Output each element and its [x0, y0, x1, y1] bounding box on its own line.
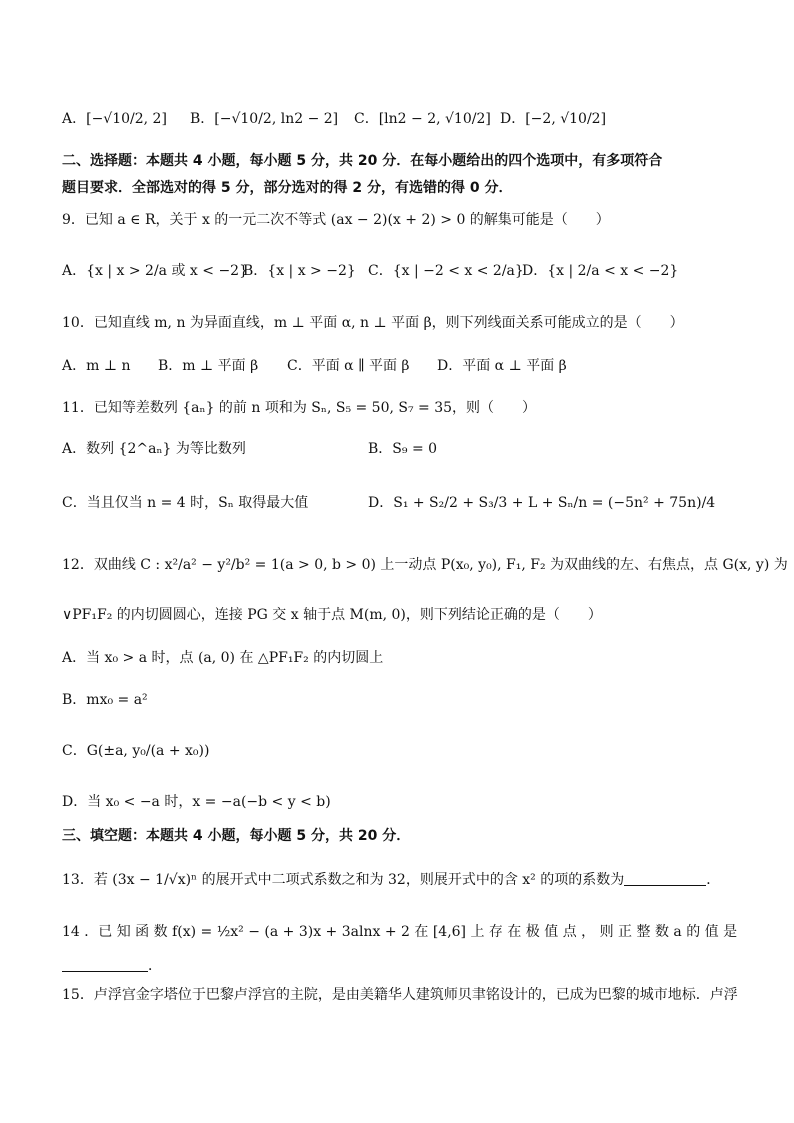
q10-option-a: A．m ⊥ n [62, 358, 131, 374]
q9-option-b: B．{x | x > −2} [243, 263, 356, 279]
section-2-heading-line1: 二、选择题：本题共 4 小题，每小题 5 分，共 20 分．在每小题给出的四个选项中，有多项符合 [62, 153, 663, 169]
q9-option-c: C．{x | −2 < x < 2/a} [368, 263, 524, 279]
q12-stem-line1: 12．双曲线 C : x²/a² − y²/b² = 1(a > 0, b > 0) 上一动点 P(x₀, y₀), F₁, F₂ 为双曲线的左、右焦点，点 G(x, y) 为 [62, 557, 788, 573]
q12-option-d: D．当 x₀ < −a 时，x = −a(−b < y < b) [62, 794, 331, 810]
q12-option-c: C．G(±a, y₀/(a + x₀)) [62, 743, 210, 759]
q13-answer-blank[interactable] [624, 871, 706, 886]
q11-option-b: B．S₉ = 0 [368, 441, 438, 457]
q14-answer-blank[interactable] [62, 957, 148, 972]
q10-option-d: D．平面 α ⊥ 平面 β [437, 358, 567, 374]
q14-stem: 14 ．已 知 函 数 f(x) = ½x² − (a + 3)x + 3alnx + 2 在 [4,6] 上 存 在 极 值 点 ， 则 正 整 数 a 的 值 是 [62, 924, 738, 940]
q8-option-a: A．[−√10/2, 2] [62, 111, 167, 127]
q9-option-a: A．{x | x > 2/a 或 x < −2} [62, 263, 248, 279]
q10-stem: 10．已知直线 m, n 为异面直线，m ⊥ 平面 α, n ⊥ 平面 β，则下列线面关系可能成立的是（ ） [62, 315, 684, 331]
q13-period: ． [706, 872, 721, 888]
q12-stem-line2: ∨PF₁F₂ 的内切圆圆心，连接 PG 交 x 轴于点 M(m, 0)，则下列结论正确的是（ ） [62, 607, 602, 623]
q12-option-a: A．当 x₀ > a 时，点 (a, 0) 在 △PF₁F₂ 的内切圆上 [62, 650, 384, 666]
section-3-heading: 三、填空题：本题共 4 小题，每小题 5 分，共 20 分． [62, 828, 411, 844]
q12-option-b: B．mx₀ = a² [62, 692, 148, 708]
q13-stem [62, 870, 734, 890]
section-2-heading-line2: 题目要求．全部选对的得 5 分，部分选对的得 2 分，有选错的得 0 分． [62, 180, 513, 196]
q13-text: 13．若 (3x − 1/√x)ⁿ 的展开式中二项式系数之和为 32，则展开式中的含 x² 的项的系数为 [62, 872, 625, 888]
q8-option-b: B．[−√10/2, ln2 − 2] [190, 111, 339, 127]
q11-option-c: C．当且仅当 n = 4 时，Sₙ 取得最大值 [62, 495, 309, 511]
q14-period: ． [148, 958, 162, 974]
q11-option-d: D．S₁ + S₂/2 + S₃/3 + L + Sₙ/n = (−5n² + 75n)/4 [368, 495, 716, 511]
q14-answer-line [62, 956, 734, 976]
q10-option-b: B．m ⊥ 平面 β [158, 358, 259, 374]
q9-stem: 9．已知 a ∈ R，关于 x 的一元二次不等式 (ax − 2)(x + 2) > 0 的解集可能是（ ） [62, 212, 610, 228]
q10-option-c: C．平面 α ∥ 平面 β [287, 358, 410, 374]
q11-option-a: A．数列 {2^aₙ} 为等比数列 [62, 441, 246, 457]
q15-stem: 15．卢浮宫金字塔位于巴黎卢浮宫的主院，是由美籍华人建筑师贝聿铭设计的，已成为巴黎的城市地标．卢浮 [62, 987, 738, 1003]
q9-option-d: D．{x | 2/a < x < −2} [522, 263, 679, 279]
q11-stem: 11．已知等差数列 {aₙ} 的前 n 项和为 Sₙ, S₅ = 50, S₇ = 35，则（ ） [62, 400, 537, 416]
q8-option-d: D．[−2, √10/2] [500, 111, 607, 127]
q8-option-c: C．[ln2 − 2, √10/2] [354, 111, 491, 127]
